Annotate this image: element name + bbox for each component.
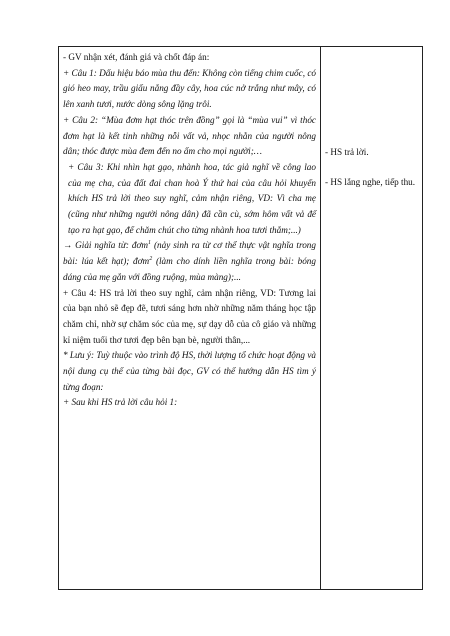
arrow-icon: → (63, 240, 73, 251)
teacher-activity-cell (59, 47, 321, 590)
student-listen-text: - HS lắng nghe, tiếp thu. (325, 176, 416, 187)
superscript-1: 1 (148, 240, 151, 247)
paragraph-question-4: + Câu 4: HS trả lời theo suy nghĩ, cảm nhận riêng, VD: Tương lai của bạn nhỏ sẽ đẹp đẽ, tươi sáng hơn nhờ những năm tháng học tập chăm chỉ, nhờ sự chăm sóc của mẹ, sự dạy dỗ của cô giáo và những kỉ niệm tuổi thơ tươi đẹp bên bạn bè, người thân,... (63, 287, 316, 345)
word-meaning-part-a: Giải nghĩa từ: đơm (75, 240, 148, 251)
student-answer-text: - HS trả lời. (325, 147, 369, 157)
paragraph-teacher-feedback: - GV nhận xét, đánh giá và chốt đáp án: (63, 52, 210, 62)
lesson-plan-table (58, 46, 423, 590)
paragraph-question-1: + Câu 1: Dấu hiệu báo mùa thu đến: Không còn tiếng chim cuốc, có gió heo may, trầu giấu nắng đầy cây, hoa cúc nở trắng như mây, có lên xanh tươi, nước dòng sông lặng trôi. (63, 67, 316, 110)
paragraph-note: * Lưu ý: Tuỳ thuộc vào trình độ HS, thời lượng tổ chức hoạt động và nội dung cụ thể của từng bài đọc, GV có thể hướng dẫn HS tìm ý từng đoạn: (63, 350, 316, 392)
paragraph-after-question-1: + Sau khi HS trả lời câu hỏi 1: (63, 397, 178, 408)
word-meaning-part-b: (nảy sinh ra từ cơ thể thực vật nghĩa trong bài: lúa kết hạt); đơm (63, 240, 316, 267)
paragraph-question-2: + Câu 2: “Mùa đơm hạt thóc trên đồng” gọi là “mùa vui” vì thóc đơm hạt là kết tinh những nỗi vất vả, nhọc nhằn của người nông dân; thóc được mùa đem đến no ấm cho mọi người;… (63, 114, 316, 157)
table-row (59, 47, 423, 590)
superscript-2: 2 (149, 256, 153, 263)
student-activity-cell (321, 47, 423, 590)
word-meaning-part-c: (làm cho dính liền nghĩa trong bài: bóng dáng của mẹ gắn với đồng ruộng, mùa màng);... (63, 256, 316, 282)
paragraph-question-3: + Câu 3: Khi nhìn hạt gạo, nhành hoa, tác giả nghĩ về công lao của mẹ cha, của đất đai chan hoà Ý thứ hai của câu hỏi khuyến khích HS trả lời theo suy nghĩ, cảm nhận riêng, VD: Vì cha mẹ (cũng như những người nông dân) đã cần cù, sớm hôm vất vả để tạo ra hạt gạo, để chăm chút cho từng nhành hoa tươi thắm;...) (68, 161, 316, 235)
paragraph-word-meaning (63, 238, 316, 285)
